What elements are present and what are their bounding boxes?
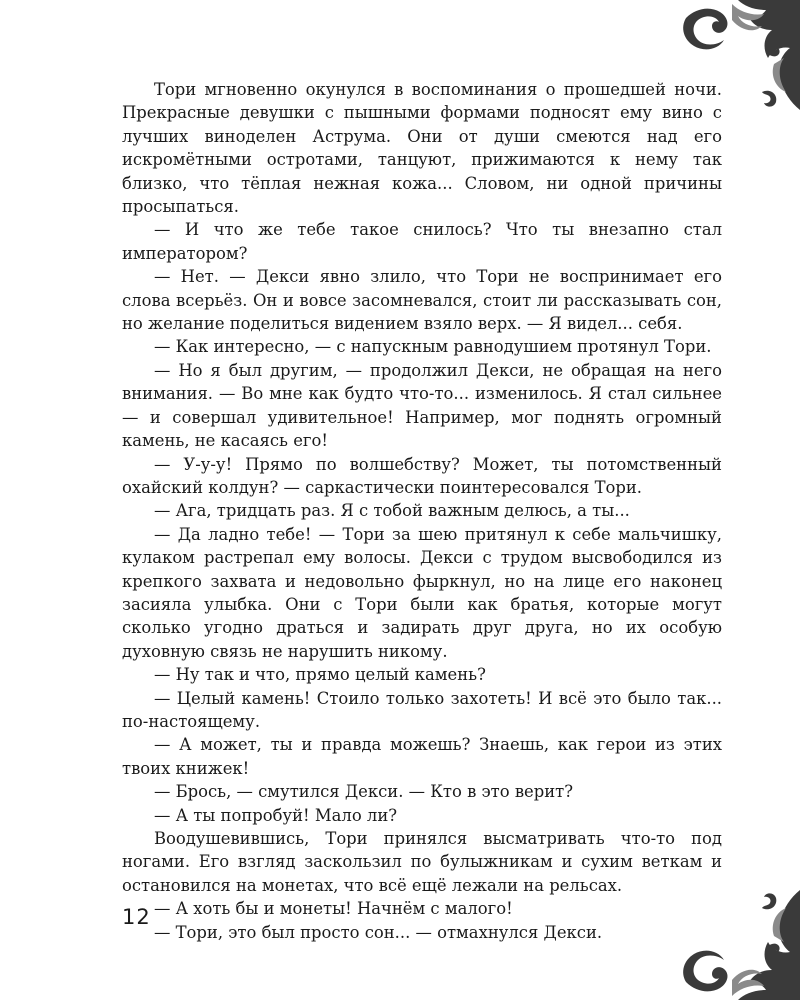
corner-ornament-bottom bbox=[672, 890, 800, 1000]
paragraph: — Брось, — смутился Декси. — Кто в это верит? bbox=[154, 782, 574, 802]
paragraph: Воодушевившись, Тори принялся высматривать что-то под ногами. Его взгляд заскользил по булыжникам и сухим веткам и остановился на монетах, что всё ещё лежали на рельсах. bbox=[122, 829, 722, 895]
body-text bbox=[122, 78, 722, 944]
paragraph: — Тори, это был просто сон... — отмахнулся Декси. bbox=[154, 922, 603, 942]
paragraph: — У-у-у! Прямо по волшебству? Может, ты потомственный охайский колдун? — саркастически поинтересовался Тори. bbox=[122, 454, 722, 497]
page-number: 12 bbox=[122, 905, 151, 929]
paragraph: — Ну так и что, прямо целый камень? bbox=[154, 665, 486, 685]
paragraph: Тори мгновенно окунулся в воспоминания о прошедшей ночи. Прекрасные девушки с пышными формами подносят ему вино с лучших виноделен Аструма. Они от души смеются над его искромётными остротами, танцуют, прижимаются к нему так близко, что тёплая нежная кожа... Словом, ни одной причины просыпаться. bbox=[122, 80, 722, 217]
paragraph: — А ты попробуй! Мало ли? bbox=[154, 805, 398, 825]
paragraph: — А хоть бы и монеты! Начнём с малого! bbox=[154, 899, 513, 919]
paragraph: — Ага, тридцать раз. Я с тобой важным делюсь, а ты... bbox=[154, 501, 630, 521]
paragraph: — И что же тебе такое снилось? Что ты внезапно стал императором? bbox=[122, 220, 722, 263]
paragraph: — Да ладно тебе! — Тори за шею притянул к себе мальчишку, кулаком растрепал ему волосы. Декси с трудом высвободился из крепкого захвата и недовольно фыркнул, но на лице его наконец засияла улыбка. Они с Тори были как братья, которые могут сколько угодно драться и задирать друг друга, но их особую духовную связь не нарушить никому. bbox=[122, 524, 722, 661]
paragraph: — Целый камень! Стоило только захотеть! И всё это было так... по-настоящему. bbox=[122, 688, 722, 731]
paragraph: — Нет. — Декси явно злило, что Тори не воспринимает его слова всерьёз. Он и вовсе засомневался, стоит ли рассказывать сон, но желание поделиться видением взяло верх. — Я видел... себя. bbox=[122, 267, 722, 334]
paragraph: — Но я был другим, — продолжил Декси, не обращая на него внимания. — Во мне как будто что-то... изменилось. Я стал сильнее — и совершал удивительное! Например, мог поднять огромный камень, не касаясь его! bbox=[122, 360, 722, 451]
paragraph: — А может, ты и правда можешь? Знаешь, как герои из этих твоих книжек! bbox=[122, 735, 722, 778]
paragraph: — Как интересно, — с напускным равнодушием протянул Тори. bbox=[154, 337, 712, 357]
